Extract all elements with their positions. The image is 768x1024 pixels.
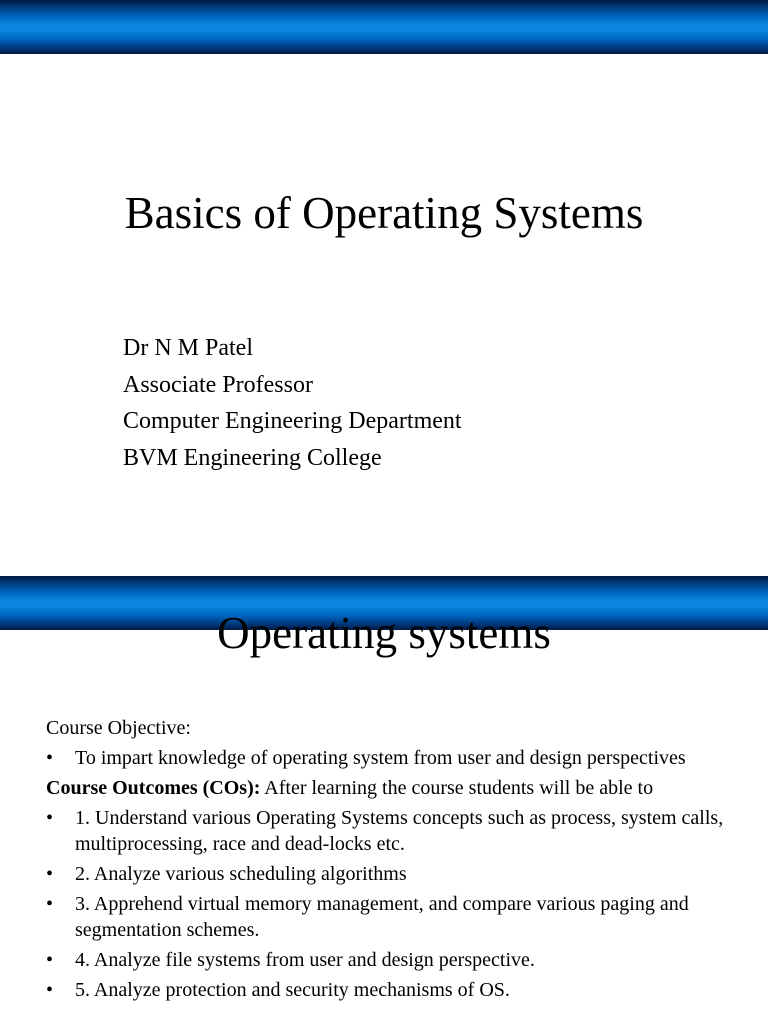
- list-item: [46, 891, 746, 943]
- list-item: [46, 805, 746, 857]
- author-name: Dr N M Patel: [123, 335, 253, 361]
- course-objective-label: Course Objective:: [46, 717, 191, 739]
- list-item-text: 4. Analyze file systems from user and design perspective.: [75, 949, 535, 971]
- list-item: [46, 745, 746, 771]
- bullet-marker: •: [46, 807, 54, 829]
- outcomes-list: [46, 805, 746, 1003]
- slide-content: [46, 715, 746, 1007]
- author-block: [123, 330, 462, 477]
- bullet-marker: •: [46, 949, 54, 971]
- list-item-text: 3. Apprehend virtual memory management, and compare various paging and segmentation schemes.: [75, 893, 689, 941]
- list-item: [46, 861, 746, 887]
- list-item-text: 5. Analyze protection and security mechanisms of OS.: [75, 979, 510, 1001]
- list-item-text: 1. Understand various Operating Systems concepts such as process, system calls, multiprocessing, race and dead-locks etc.: [75, 807, 724, 855]
- list-item: [46, 977, 746, 1003]
- course-outcomes-intro: After learning the course students will be able to: [260, 777, 654, 799]
- slide-title: Operating systems: [217, 608, 551, 658]
- list-item-text: 2. Analyze various scheduling algorithms: [75, 863, 407, 885]
- author-department: Computer Engineering Department: [123, 408, 462, 435]
- course-outcomes-heading: [46, 775, 746, 801]
- list-item-text: To impart knowledge of operating system from user and design perspectives: [75, 747, 686, 769]
- bullet-marker: •: [46, 893, 54, 915]
- bullet-marker: •: [46, 863, 54, 885]
- bullet-marker: •: [46, 979, 54, 1001]
- bullet-marker: •: [46, 747, 54, 769]
- author-institution: BVM Engineering College: [123, 445, 382, 472]
- course-outcomes-label: Course Outcomes (COs):: [46, 777, 261, 799]
- author-position: Associate Professor: [123, 371, 313, 398]
- top-header-band: [0, 0, 768, 54]
- objective-list: [46, 745, 746, 771]
- slide-title: Basics of Operating Systems: [124, 188, 644, 238]
- list-item: [46, 947, 746, 973]
